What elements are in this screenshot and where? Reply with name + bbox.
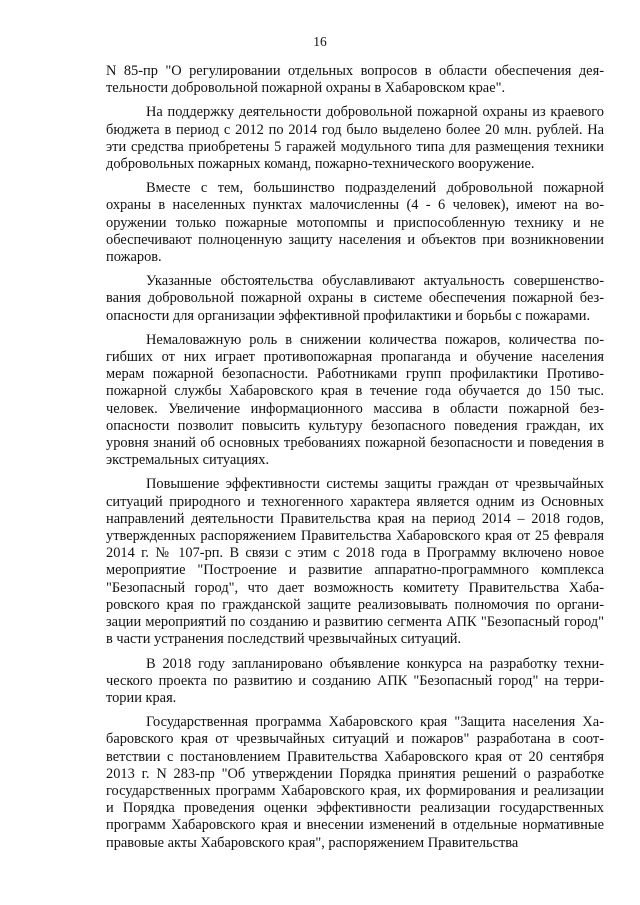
- paragraph: Повышение эффективности системы защиты граждан от чрезвычайных ситуаций природного и техногенного характера является одним из Основных направлений деятельности Правительства края на период 2014 – 2018 годов, утвержденных распоряжением Правительства Хабаровского края от 25 февраля 2014 г. № 107-рп. В связи с этим с 2018 года в Программу включено новое мероприятие "Построение и развитие аппаратно-программного комплекса "Безопасный город", что дает возможность комитету Правительства Хабаровского края по гражданской защите реализовывать полномочия по организации мероприятий по созданию и развитию сегмента АПК "Безопасный город" в части устранения последствий чрезвычайных ситуаций.: [106, 476, 604, 648]
- paragraph: На поддержку деятельности добровольной пожарной охраны из краевого бюджета в период с 2012 по 2014 год было выделено более 20 млн. рублей. На эти средства приобретены 5 гаражей модульного типа для размещения техники добровольных пожарных команд, пожарно-технического вооружение.: [106, 104, 604, 173]
- document-body: [106, 63, 604, 859]
- paragraph: Указанные обстоятельства обуславливают актуальность совершенствования добровольной пожарной охраны в системе обеспечения пожарной безопасности для организации эффективной профилактики и борьбы с пожарами.: [106, 273, 604, 324]
- paragraph: В 2018 году запланировано объявление конкурса на разработку технического проекта по развитию и созданию АПК "Безопасный город" на территории края.: [106, 655, 604, 706]
- paragraph: Немаловажную роль в снижении количества пожаров, количества погибших от них играет противопожарная пропаганда и обучение населения мерам пожарной безопасности. Работниками групп профилактики Противопожарной службы Хабаровского края в течение года обучается до 150 тыс. человек. Увеличение информационного массива в области пожарной безопасности позволит повысить культуру безопасного поведения граждан, их уровня знаний об основных требованиях пожарной безопасности и поведения в экстремальных ситуациях.: [106, 331, 604, 469]
- paragraph: Государственная программа Хабаровского края "Защита населения Хабаровского края от чрезвычайных ситуаций и пожаров" разработана в соответствии с постановлением Правительства Хабаровского края от 20 сентября 2013 г. N 283-пр "Об утверждении Порядка принятия решений о разработке государственных программ Хабаровского края, их формирования и реализации и Порядка проведения оценки эффективности реализации государственных программ Хабаровского края и внесении изменений в отдельные нормативные правовые акты Хабаровского края", распоряжением Правительства: [106, 714, 604, 851]
- page-number: 16: [313, 34, 327, 49]
- paragraph: Вместе с тем, большинство подразделений добровольной пожарной охраны в населенных пунктах малочисленны (4 - 6 человек), имеют на вооружении только пожарные мотопомпы и приспособленную технику и не обеспечивают полноценную защиту населения и объектов при возникновении пожаров.: [106, 180, 604, 266]
- paragraph: N 85-пр "О регулировании отдельных вопросов в области обеспечения деятельности добровольной пожарной охраны в Хабаровском крае".: [106, 63, 604, 97]
